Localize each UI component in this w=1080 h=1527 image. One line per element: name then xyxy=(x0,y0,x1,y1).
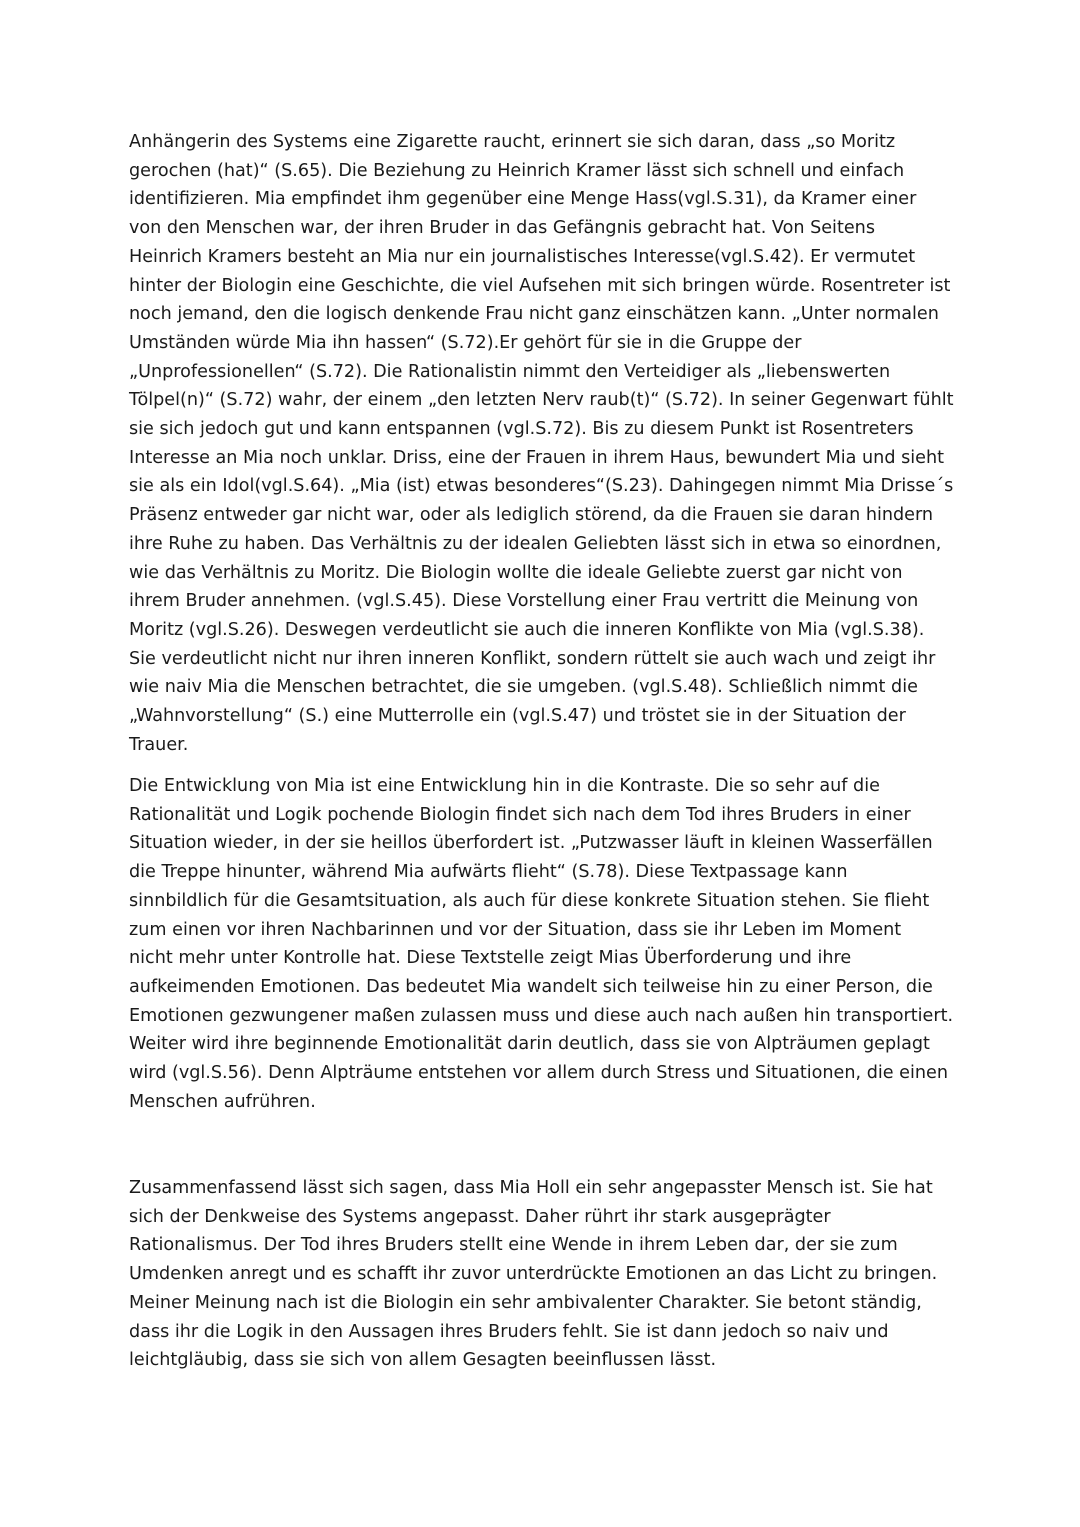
text-line: „Wahnvorstellung“ (S.) eine Mutterrolle ein (vgl.S.47) und tröstet sie in der Situation der xyxy=(129,706,906,727)
text-line: Rationalismus. Der Tod ihres Bruders stellt eine Wende in ihrem Leben dar, der sie zum xyxy=(129,1235,898,1256)
text-line: hinter der Biologin eine Geschichte, die viel Aufsehen mit sich bringen würde. Rosentreter ist xyxy=(129,275,951,296)
text-line: von den Menschen war, der ihren Bruder in das Gefängnis gebracht hat. Von Seitens xyxy=(129,218,875,239)
text-line: Meiner Meinung nach ist die Biologin ein sehr ambivalenter Charakter. Sie betont ständig, xyxy=(129,1292,922,1313)
text-line: sie sich jedoch gut und kann entspannen (vgl.S.72). Bis zu diesem Punkt ist Rosentreters xyxy=(129,419,914,440)
text-line: sinnbildlich für die Gesamtsituation, als auch für diese konkrete Situation stehen. Sie flieht xyxy=(129,890,930,911)
text-line: ihrem Bruder annehmen. (vgl.S.45). Diese Vorstellung einer Frau vertritt die Meinung von xyxy=(129,591,919,612)
text-line: Umständen würde Mia ihn hassen“ (S.72).Er gehört für sie in die Gruppe der xyxy=(129,332,802,353)
paragraph-character-development xyxy=(129,772,959,1116)
text-line: Sie verdeutlicht nicht nur ihren inneren Konflikt, sondern rüttelt sie auch wach und zeigt ihr xyxy=(129,648,936,669)
text-line: nicht mehr unter Kontrolle hat. Diese Textstelle zeigt Mias Überforderung und ihre xyxy=(129,948,852,969)
text-line: Anhängerin des Systems eine Zigarette raucht, erinnert sie sich daran, dass „so Moritz xyxy=(129,132,896,152)
text-line: Rationalität und Logik pochende Biologin findet sich nach dem Tod ihres Bruders in einer xyxy=(129,804,911,825)
text-line: ihre Ruhe zu haben. Das Verhältnis zu der idealen Geliebten lässt sich in etwa so einordnen, xyxy=(129,533,942,554)
text-line: dass ihr die Logik in den Aussagen ihres Bruders fehlt. Sie ist dann jedoch so naiv und xyxy=(129,1321,889,1342)
text-line: Situation wieder, in der sie heillos überfordert ist. „Putzwasser läuft in kleinen Wasserfällen xyxy=(129,833,933,854)
text-line: Menschen aufrühren. xyxy=(129,1091,316,1112)
text-line: die Treppe hinunter, während Mia aufwärts flieht“ (S.78). Diese Textpassage kann xyxy=(129,862,848,883)
text-line: Moritz (vgl.S.26). Deswegen verdeutlicht sie auch die inneren Konflikte von Mia (vgl.S.38). xyxy=(129,619,925,640)
text-line: „Unprofessionellen“ (S.72). Die Rationalistin nimmt den Verteidiger als „liebenswerten xyxy=(129,361,891,382)
text-line: Die Entwicklung von Mia ist eine Entwicklung hin in die Kontraste. Die so sehr auf die xyxy=(129,776,880,796)
text-line: Heinrich Kramers besteht an Mia nur ein journalistisches Interesse(vgl.S.42). Er vermutet xyxy=(129,246,916,267)
text-line: leichtgläubig, dass sie sich von allem Gesagten beeinflussen lässt. xyxy=(129,1350,717,1371)
text-line: noch jemand, den die logisch denkende Frau nicht ganz einschätzen kann. „Unter normalen xyxy=(129,304,939,325)
text-line: Trauer. xyxy=(129,734,189,755)
text-line: Präsenz entweder gar nicht war, oder als lediglich störend, da die Frauen sie daran hindern xyxy=(129,505,934,526)
text-line: wird (vgl.S.56). Denn Alpträume entstehen vor allem durch Stress und Situationen, die einen xyxy=(129,1063,949,1084)
text-line: Tölpel(n)“ (S.72) wahr, der einem „den letzten Nerv raub(t)“ (S.72). In seiner Gegenwart fühlt xyxy=(129,390,954,411)
text-line: gerochen (hat)“ (S.65). Die Beziehung zu Heinrich Kramer lässt sich schnell und einfach xyxy=(129,160,905,181)
text-line: sie als ein Idol(vgl.S.64). „Mia (ist) etwas besonderes“(S.23). Dahingegen nimmt Mia Drisse´s xyxy=(129,476,954,497)
text-line: wie das Verhältnis zu Moritz. Die Biologin wollte die ideale Geliebte zuerst gar nicht von xyxy=(129,562,903,583)
text-line: identifizieren. Mia empfindet ihm gegenüber eine Menge Hass(vgl.S.31), da Kramer einer xyxy=(129,189,917,210)
text-line: Interesse an Mia noch unklar. Driss, eine der Frauen in ihrem Haus, bewundert Mia und sieht xyxy=(129,447,945,468)
text-line: Emotionen gezwungener maßen zulassen muss und diese auch nach außen hin transportiert. xyxy=(129,1005,954,1026)
text-line: Zusammenfassend lässt sich sagen, dass Mia Holl ein sehr angepasster Mensch ist. Sie hat xyxy=(129,1178,933,1198)
paragraph-character-relations xyxy=(129,128,959,759)
text-line: Weiter wird ihre beginnende Emotionalität darin deutlich, dass sie von Alpträumen geplagt xyxy=(129,1034,930,1055)
text-line: zum einen vor ihren Nachbarinnen und vor der Situation, dass sie ihr Leben im Moment xyxy=(129,919,902,940)
text-line: Umdenken anregt und es schafft ihr zuvor unterdrückte Emotionen an das Licht zu bringen. xyxy=(129,1264,938,1285)
text-line: sich der Denkweise des Systems angepasst. Daher rührt ihr stark ausgeprägter xyxy=(129,1206,831,1227)
text-line: wie naiv Mia die Menschen betrachtet, die sie umgeben. (vgl.S.48). Schließlich nimmt die xyxy=(129,677,918,698)
text-line: aufkeimenden Emotionen. Das bedeutet Mia wandelt sich teilweise hin zu einer Person, die xyxy=(129,976,933,997)
paragraph-conclusion xyxy=(129,1174,959,1375)
